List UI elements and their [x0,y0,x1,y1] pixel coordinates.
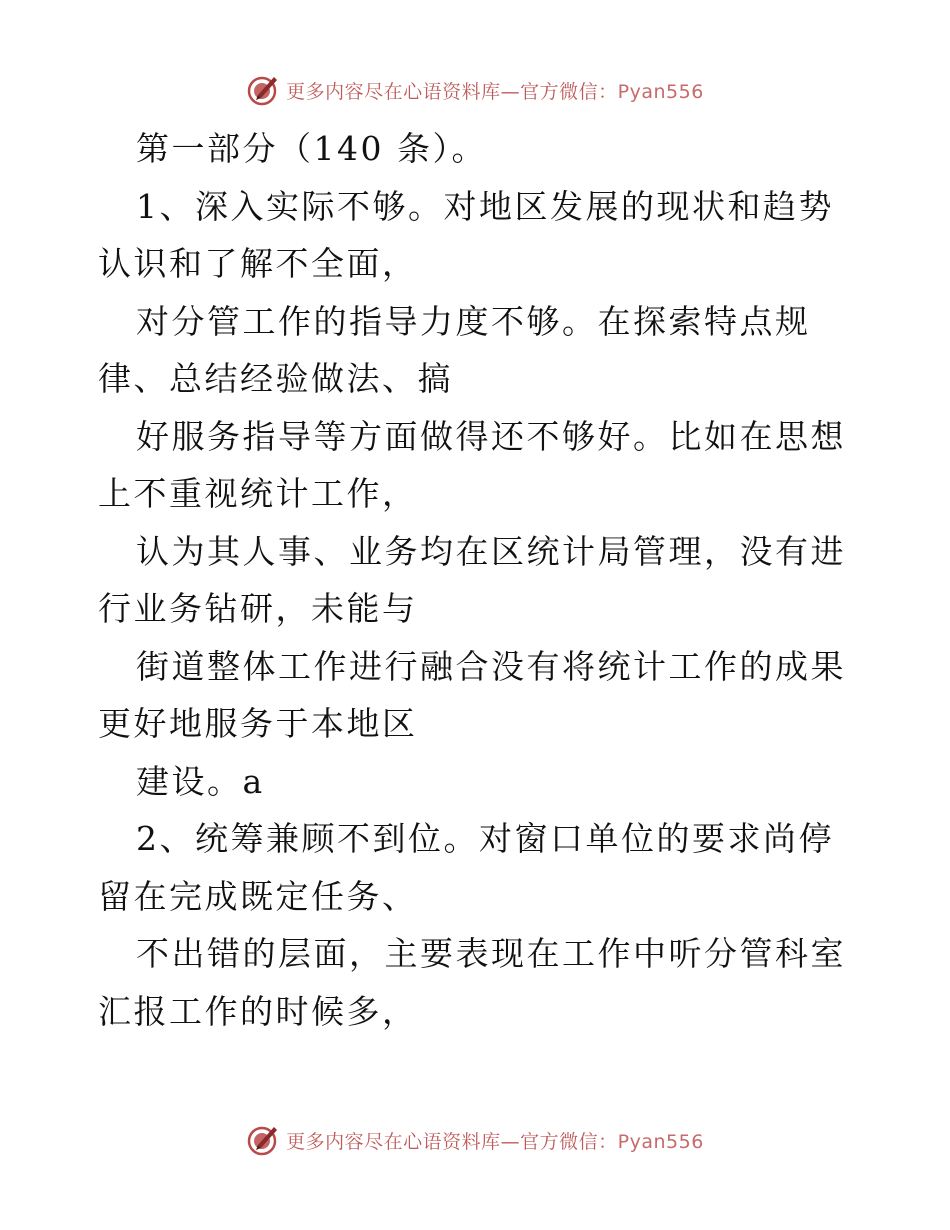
pen-logo-icon [246,1123,280,1157]
paragraph: 不出错的层面，主要表现在工作中听分管科室汇报工作的时候多， [98,934,846,1031]
paragraph: 2、统筹兼顾不到位。对窗口单位的要求尚停留在完成既定任务、 [98,819,834,916]
document-body [98,120,858,1040]
footer-watermark [0,1120,950,1160]
paragraph: 认为其人事、业务均在区统计局管理，没有进行业务钻研，未能与 [98,531,846,628]
paragraph: 建设。a [136,761,265,801]
paragraph: 好服务指导等方面做得还不够好。比如在思想上不重视统计工作， [98,416,846,513]
pen-logo-icon [246,73,280,107]
watermark-text: 更多内容尽在心语资料库—官方微信：Pyan556 [286,1130,704,1153]
header-watermark [0,70,950,110]
section-heading: 第一部分（140 条）。 [136,129,487,168]
paragraph: 街道整体工作进行融合没有将统计工作的成果更好地服务于本地区 [98,646,846,743]
paragraph: 对分管工作的指导力度不够。在探索特点规律、总结经验做法、搞 [98,301,811,398]
watermark-text: 更多内容尽在心语资料库—官方微信：Pyan556 [286,80,704,103]
paragraph: 1、深入实际不够。对地区发展的现状和趋势认识和了解不全面， [98,186,834,283]
